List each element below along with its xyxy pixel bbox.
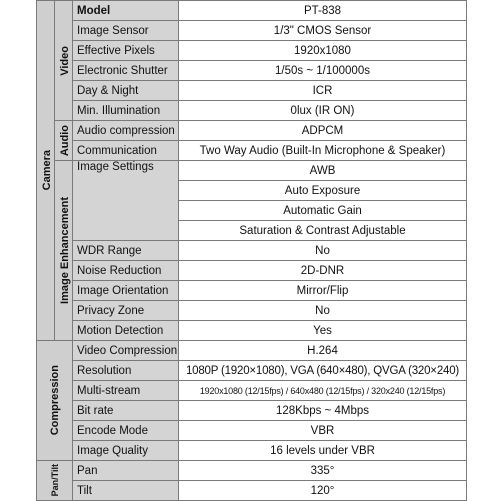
table-row-day-night xyxy=(37,81,467,101)
row-label-encode-mode: Encode Mode xyxy=(73,421,179,441)
row-value-multi-stream: 1920x1080 (12/15fps) / 640x480 (12/15fps) / 320x240 (12/15fps) xyxy=(179,381,467,401)
row-value-min-illumination: 0lux (IR ON) xyxy=(179,101,467,121)
row-value-image-sensor: 1/3" CMOS Sensor xyxy=(179,21,467,41)
row-value-motion-detection: Yes xyxy=(179,321,467,341)
row-value-wdr-range: No xyxy=(179,241,467,261)
row-label-noise-reduction: Noise Reduction xyxy=(73,261,179,281)
group-image-enhancement xyxy=(55,161,73,341)
table-row-electronic-shutter xyxy=(37,61,467,81)
row-value-privacy-zone: No xyxy=(179,301,467,321)
row-label-image-sensor: Image Sensor xyxy=(73,21,179,41)
table-row-multi-stream xyxy=(37,381,467,401)
table-row-image-quality xyxy=(37,441,467,461)
row-value-image-settings-3: Automatic Gain xyxy=(179,201,467,221)
row-label-resolution: Resolution xyxy=(73,361,179,381)
row-label-wdr-range: WDR Range xyxy=(73,241,179,261)
group-camera xyxy=(37,1,55,341)
row-value-noise-reduction: 2D-DNR xyxy=(179,261,467,281)
row-value-effective-pixels: 1920x1080 xyxy=(179,41,467,61)
row-label-motion-detection: Motion Detection xyxy=(73,321,179,341)
row-value-communication: Two Way Audio (Built-In Microphone & Speaker) xyxy=(179,141,467,161)
row-value-bit-rate: 128Kbps ~ 4Mbps xyxy=(179,401,467,421)
row-value-day-night: ICR xyxy=(179,81,467,101)
group-compression xyxy=(37,341,73,461)
row-value-image-orientation: Mirror/Flip xyxy=(179,281,467,301)
table-row-motion-detection xyxy=(37,321,467,341)
row-value-video-compression: H.264 xyxy=(179,341,467,361)
group-video-label: Video xyxy=(59,45,71,76)
table-row-wdr-range xyxy=(37,241,467,261)
row-label-audio-compression: Audio compression xyxy=(73,121,179,141)
table-row-encode-mode xyxy=(37,421,467,441)
row-label-video-compression: Video Compression xyxy=(73,341,179,361)
row-label-model: Model xyxy=(73,1,179,21)
row-value-encode-mode: VBR xyxy=(179,421,467,441)
row-label-bit-rate: Bit rate xyxy=(73,401,179,421)
table-row-privacy-zone xyxy=(37,301,467,321)
row-label-min-illumination: Min. Illumination xyxy=(73,101,179,121)
group-audio xyxy=(55,121,73,161)
group-audio-label: Audio xyxy=(59,124,71,157)
table-row-tilt xyxy=(37,481,467,501)
spec-table xyxy=(36,0,467,501)
row-label-tilt: Tilt xyxy=(73,481,179,501)
row-label-electronic-shutter: Electronic Shutter xyxy=(73,61,179,81)
table-row-noise-reduction xyxy=(37,261,467,281)
table-row-image-orientation xyxy=(37,281,467,301)
row-value-resolution: 1080P (1920×1080), VGA (640×480), QVGA (320×240) xyxy=(179,361,467,381)
table-row-resolution xyxy=(37,361,467,381)
table-row-audio-compression xyxy=(37,121,467,141)
row-value-audio-compression: ADPCM xyxy=(179,121,467,141)
row-label-effective-pixels: Effective Pixels xyxy=(73,41,179,61)
table-row-image-settings xyxy=(37,161,467,181)
row-label-multi-stream: Multi-stream xyxy=(73,381,179,401)
table-row-communication xyxy=(37,141,467,161)
group-compression-label: Compression xyxy=(48,365,61,436)
group-image-enhancement-label: Image Enhancement xyxy=(59,197,71,304)
table-row-model xyxy=(37,1,467,21)
row-label-image-quality: Image Quality xyxy=(73,441,179,461)
group-video xyxy=(55,1,73,121)
row-value-image-quality: 16 levels under VBR xyxy=(179,441,467,461)
row-label-privacy-zone: Privacy Zone xyxy=(73,301,179,321)
row-label-day-night: Day & Night xyxy=(73,81,179,101)
table-row-effective-pixels xyxy=(37,41,467,61)
row-value-model: PT-838 xyxy=(179,1,467,21)
row-value-electronic-shutter: 1/50s ~ 1/100000s xyxy=(179,61,467,81)
row-value-tilt: 120° xyxy=(179,481,467,501)
group-camera-label: Camera xyxy=(41,150,53,191)
row-value-image-settings-4: Saturation & Contrast Adjustable xyxy=(179,221,467,241)
table-row-video-compression xyxy=(37,341,467,361)
row-label-image-orientation: Image Orientation xyxy=(73,281,179,301)
row-value-image-settings-1: AWB xyxy=(179,161,467,181)
table-row-bit-rate xyxy=(37,401,467,421)
group-pan-tilt-label: Pan/Tilt xyxy=(49,464,60,497)
table-row-pan xyxy=(37,461,467,481)
row-label-communication: Communication xyxy=(73,141,179,161)
row-value-image-settings-2: Auto Exposure xyxy=(179,181,467,201)
table-row-min-illumination xyxy=(37,101,467,121)
row-label-image-settings: Image Settings xyxy=(73,161,179,241)
row-value-pan: 335° xyxy=(179,461,467,481)
table-row-image-sensor xyxy=(37,21,467,41)
spec-sheet xyxy=(36,0,466,500)
group-pan-tilt xyxy=(37,461,73,501)
row-label-pan: Pan xyxy=(73,461,179,481)
